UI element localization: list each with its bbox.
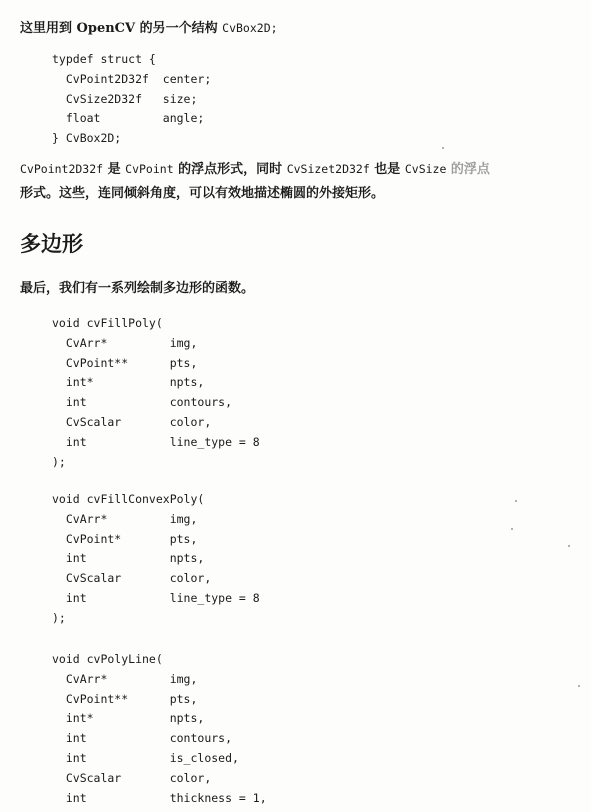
cvbox2d-code-block: typdef struct { CvPoint2D32f center; CvSize2D32f size; float angle; } CvBox2D; [52,52,212,146]
paragraph-line-1 [20,157,580,182]
scan-speck [578,685,580,687]
text-span: 也是 [369,162,405,177]
cvpolyline-code-block: void cvPolyLine( CvArr* img, CvPoint** pts, int* npts, int contours, int is_closed, CvScalar color, int thickness = 1, [52,652,267,805]
scan-speck [515,500,517,502]
code-cvpoint2d32f: CvPoint2D32f [20,162,104,176]
code-cvpoint: CvPoint [125,162,174,176]
code-cvsizet2d32f: CvSizet2D32f [286,162,370,176]
cvfillconvexpoly-code-block: void cvFillConvexPoly( CvArr* img, CvPoint* pts, int npts, CvScalar color, int line_type = 8 ); [52,492,260,625]
text-span: 是 [103,162,126,177]
paragraph-polygons: 最后，我们有一系列绘制多边形的函数。 [20,281,255,296]
faded-text: 的浮点 [446,162,490,177]
text-span: 的浮点形式，同时 [173,162,287,177]
scan-speck [442,147,444,149]
code-cvsize: CvSize [404,162,447,176]
intro-line [20,17,278,36]
paragraph-cvbox2d [20,157,580,206]
paragraph-line-2: 形式。这些，连同倾斜角度，可以有效地描述椭圆的外接矩形。 [20,186,385,201]
section-heading: 多边形 [20,232,83,256]
scan-speck [511,528,513,530]
cvfillpoly-code-block: void cvFillPoly( CvArr* img, CvPoint** pts, int* npts, int contours, CvScalar color, int line_type = 8 ); [52,316,260,469]
intro-text: 这里用到 OpenCV 的另一个结构 [20,21,223,36]
scan-speck [568,545,570,547]
intro-code: CvBox2D; [222,21,278,35]
